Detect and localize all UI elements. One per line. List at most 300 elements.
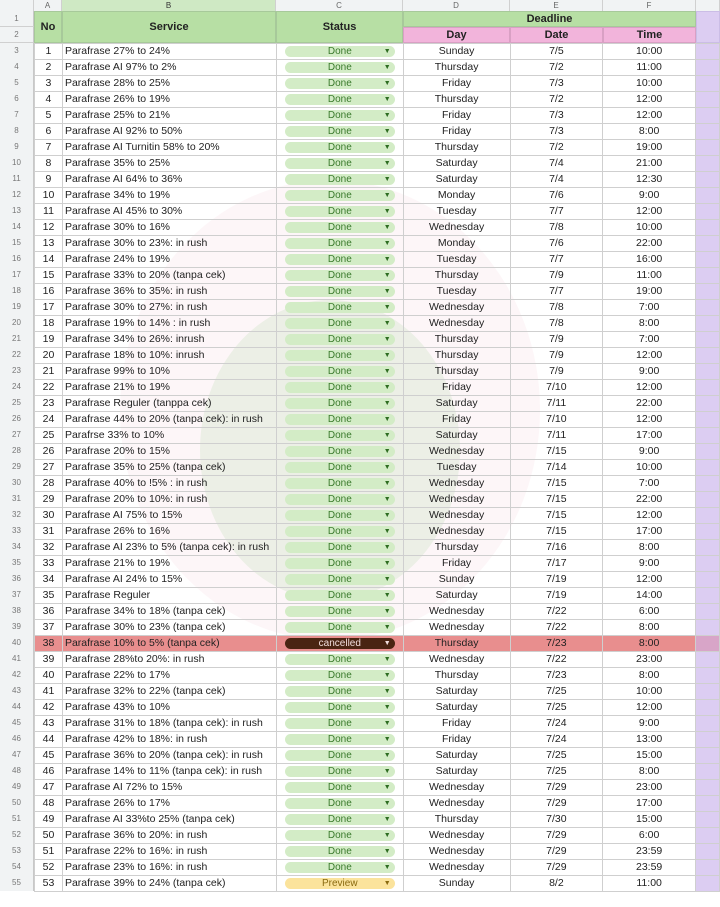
cell-extra[interactable] [696, 396, 720, 412]
cell-service[interactable]: Parafrase 20% to 10%: in rush [62, 492, 276, 508]
row-number-2[interactable]: 2 [0, 27, 34, 43]
cell-date[interactable]: 7/2 [510, 60, 603, 76]
column-header-c[interactable]: C [276, 0, 403, 11]
table-row[interactable] [35, 876, 720, 892]
table-row[interactable] [35, 748, 720, 764]
column-header-g[interactable] [696, 0, 720, 11]
cell-no[interactable]: 10 [35, 188, 63, 204]
header-extra[interactable] [696, 11, 720, 43]
cell-status[interactable] [276, 236, 403, 252]
status-dropdown[interactable] [285, 334, 395, 345]
dropdown-arrow-icon[interactable]: ▼ [383, 672, 391, 679]
cell-extra[interactable] [696, 716, 720, 732]
row-number[interactable]: 51 [0, 811, 34, 827]
cell-date[interactable]: 7/15 [510, 444, 603, 460]
table-row[interactable] [35, 204, 720, 220]
cell-time[interactable]: 11:00 [603, 268, 696, 284]
cell-status[interactable] [276, 316, 403, 332]
status-dropdown[interactable] [285, 526, 395, 537]
cell-service[interactable]: Parafrase AI 24% to 15% [62, 572, 276, 588]
cell-date[interactable]: 7/23 [510, 636, 603, 652]
cell-day[interactable]: Wednesday [403, 780, 510, 796]
table-row[interactable] [35, 236, 720, 252]
dropdown-arrow-icon[interactable]: ▼ [383, 832, 391, 839]
status-dropdown[interactable] [285, 238, 395, 249]
dropdown-arrow-icon[interactable]: ▼ [383, 416, 391, 423]
cell-time[interactable]: 22:00 [603, 396, 696, 412]
table-row[interactable] [35, 332, 720, 348]
cell-no[interactable]: 35 [35, 588, 63, 604]
header-deadline[interactable]: Deadline [403, 11, 696, 27]
dropdown-arrow-icon[interactable]: ▼ [383, 704, 391, 711]
status-dropdown[interactable] [285, 270, 395, 281]
cell-date[interactable]: 7/17 [510, 556, 603, 572]
cell-extra[interactable] [696, 300, 720, 316]
cell-service[interactable]: Parafrase AI Turnitin 58% to 20% [62, 140, 276, 156]
cell-no[interactable]: 16 [35, 284, 63, 300]
table-row[interactable] [35, 428, 720, 444]
row-number[interactable]: 23 [0, 363, 34, 379]
cell-date[interactable]: 7/7 [510, 204, 603, 220]
cell-status[interactable] [276, 860, 403, 876]
cell-service[interactable]: Parafrase 30% to 23%: in rush [62, 236, 276, 252]
dropdown-arrow-icon[interactable]: ▼ [383, 624, 391, 631]
status-dropdown[interactable] [285, 398, 395, 409]
cell-service[interactable]: Parafrase Reguler (tanppa cek) [62, 396, 276, 412]
cell-date[interactable]: 7/19 [510, 572, 603, 588]
cell-status[interactable] [276, 508, 403, 524]
cell-service[interactable]: Parafrase 10% to 5% (tanpa cek) [62, 636, 276, 652]
cell-extra[interactable] [696, 236, 720, 252]
table-row[interactable] [35, 348, 720, 364]
cell-status[interactable] [276, 620, 403, 636]
cell-status[interactable] [276, 188, 403, 204]
cell-day[interactable]: Wednesday [403, 508, 510, 524]
table-row[interactable] [35, 252, 720, 268]
cell-no[interactable]: 9 [35, 172, 63, 188]
cell-status[interactable] [276, 636, 403, 652]
cell-day[interactable]: Friday [403, 732, 510, 748]
cell-status[interactable] [276, 460, 403, 476]
cell-service[interactable]: Parafrase 44% to 20% (tanpa cek): in rush [62, 412, 276, 428]
status-dropdown[interactable] [285, 750, 395, 761]
cell-time[interactable]: 12:00 [603, 380, 696, 396]
status-dropdown[interactable] [285, 254, 395, 265]
table-row[interactable] [35, 188, 720, 204]
cell-date[interactable]: 7/23 [510, 668, 603, 684]
cell-time[interactable]: 23:00 [603, 652, 696, 668]
cell-status[interactable] [276, 332, 403, 348]
cell-day[interactable]: Saturday [403, 396, 510, 412]
cell-time[interactable]: 10:00 [603, 76, 696, 92]
cell-time[interactable]: 10:00 [603, 220, 696, 236]
cell-extra[interactable] [696, 428, 720, 444]
cell-service[interactable]: Parafrase 23% to 16%: in rush [62, 860, 276, 876]
cell-day[interactable]: Thursday [403, 668, 510, 684]
cell-no[interactable]: 41 [35, 684, 63, 700]
row-number[interactable]: 3 [0, 43, 34, 59]
cell-service[interactable]: Parafrase AI 23% to 5% (tanpa cek): in rush [62, 540, 276, 556]
cell-extra[interactable] [696, 172, 720, 188]
dropdown-arrow-icon[interactable]: ▼ [383, 272, 391, 279]
cell-time[interactable]: 10:00 [603, 44, 696, 60]
dropdown-arrow-icon[interactable]: ▼ [383, 464, 391, 471]
cell-extra[interactable] [696, 604, 720, 620]
cell-time[interactable]: 12:00 [603, 92, 696, 108]
cell-day[interactable]: Wednesday [403, 524, 510, 540]
row-number[interactable]: 20 [0, 315, 34, 331]
row-number[interactable]: 14 [0, 219, 34, 235]
dropdown-arrow-icon[interactable]: ▼ [383, 208, 391, 215]
cell-status[interactable] [276, 668, 403, 684]
table-row[interactable] [35, 172, 720, 188]
cell-service[interactable]: Parafrase 18% to 10%: inrush [62, 348, 276, 364]
cell-service[interactable]: Parafrase 31% to 18% (tanpa cek): in rush [62, 716, 276, 732]
cell-day[interactable]: Friday [403, 412, 510, 428]
cell-status[interactable] [276, 156, 403, 172]
table-row[interactable] [35, 44, 720, 60]
cell-day[interactable]: Wednesday [403, 492, 510, 508]
cell-status[interactable] [276, 764, 403, 780]
cell-time[interactable]: 10:00 [603, 684, 696, 700]
cell-no[interactable]: 11 [35, 204, 63, 220]
cell-no[interactable]: 25 [35, 428, 63, 444]
cell-date[interactable]: 7/24 [510, 732, 603, 748]
table-row[interactable] [35, 828, 720, 844]
cell-status[interactable] [276, 364, 403, 380]
cell-service[interactable]: Parafrase AI 72% to 15% [62, 780, 276, 796]
cell-day[interactable]: Friday [403, 716, 510, 732]
dropdown-arrow-icon[interactable]: ▼ [383, 560, 391, 567]
cell-service[interactable]: Parafrase 21% to 19% [62, 380, 276, 396]
table-row[interactable] [35, 540, 720, 556]
cell-service[interactable]: Parafrase 20% to 15% [62, 444, 276, 460]
cell-day[interactable]: Friday [403, 556, 510, 572]
row-number[interactable]: 24 [0, 379, 34, 395]
cell-date[interactable]: 7/9 [510, 364, 603, 380]
cell-no[interactable]: 43 [35, 716, 63, 732]
cell-no[interactable]: 24 [35, 412, 63, 428]
cell-extra[interactable] [696, 140, 720, 156]
cell-time[interactable]: 8:00 [603, 316, 696, 332]
cell-date[interactable]: 7/19 [510, 588, 603, 604]
cell-status[interactable] [276, 140, 403, 156]
cell-time[interactable]: 16:00 [603, 252, 696, 268]
cell-service[interactable]: Parafrase 36% to 35%: in rush [62, 284, 276, 300]
cell-service[interactable]: Parafrase 22% to 16%: in rush [62, 844, 276, 860]
cell-time[interactable]: 6:00 [603, 604, 696, 620]
cell-no[interactable]: 32 [35, 540, 63, 556]
cell-extra[interactable] [696, 556, 720, 572]
header-day[interactable]: Day [403, 27, 510, 43]
cell-no[interactable]: 3 [35, 76, 63, 92]
cell-day[interactable]: Monday [403, 236, 510, 252]
table-row[interactable] [35, 684, 720, 700]
cell-day[interactable]: Friday [403, 108, 510, 124]
cell-extra[interactable] [696, 380, 720, 396]
cell-extra[interactable] [696, 220, 720, 236]
cell-status[interactable] [276, 748, 403, 764]
cell-no[interactable]: 2 [35, 60, 63, 76]
table-row[interactable] [35, 140, 720, 156]
dropdown-arrow-icon[interactable]: ▼ [383, 640, 391, 647]
cell-time[interactable]: 9:00 [603, 188, 696, 204]
row-number[interactable]: 44 [0, 699, 34, 715]
table-row[interactable] [35, 844, 720, 860]
cell-service[interactable]: Parafrase AI 64% to 36% [62, 172, 276, 188]
row-number[interactable]: 50 [0, 795, 34, 811]
dropdown-arrow-icon[interactable]: ▼ [383, 768, 391, 775]
status-dropdown[interactable] [285, 62, 395, 73]
cell-extra[interactable] [696, 92, 720, 108]
cell-date[interactable]: 7/7 [510, 284, 603, 300]
cell-service[interactable]: Parafrase 34% to 18% (tanpa cek) [62, 604, 276, 620]
cell-status[interactable] [276, 556, 403, 572]
table-row[interactable] [35, 124, 720, 140]
cell-time[interactable]: 8:00 [603, 764, 696, 780]
cell-status[interactable] [276, 812, 403, 828]
cell-time[interactable]: 8:00 [603, 636, 696, 652]
row-number[interactable]: 38 [0, 603, 34, 619]
dropdown-arrow-icon[interactable]: ▼ [383, 656, 391, 663]
row-number[interactable]: 12 [0, 187, 34, 203]
cell-time[interactable]: 17:00 [603, 524, 696, 540]
row-number[interactable]: 30 [0, 475, 34, 491]
status-dropdown[interactable] [285, 174, 395, 185]
dropdown-arrow-icon[interactable]: ▼ [383, 240, 391, 247]
cell-time[interactable]: 17:00 [603, 428, 696, 444]
cell-no[interactable]: 6 [35, 124, 63, 140]
row-number[interactable]: 21 [0, 331, 34, 347]
dropdown-arrow-icon[interactable]: ▼ [383, 480, 391, 487]
cell-status[interactable] [276, 796, 403, 812]
cell-extra[interactable] [696, 444, 720, 460]
cell-service[interactable]: Parafrase 99% to 10% [62, 364, 276, 380]
cell-time[interactable]: 12:00 [603, 700, 696, 716]
status-dropdown[interactable] [285, 142, 395, 153]
row-number[interactable]: 10 [0, 155, 34, 171]
cell-date[interactable]: 7/25 [510, 764, 603, 780]
cell-day[interactable]: Thursday [403, 92, 510, 108]
cell-no[interactable]: 34 [35, 572, 63, 588]
cell-service[interactable]: Parafrase AI 33%to 25% (tanpa cek) [62, 812, 276, 828]
cell-date[interactable]: 7/3 [510, 76, 603, 92]
row-number[interactable]: 31 [0, 491, 34, 507]
cell-status[interactable] [276, 108, 403, 124]
cell-time[interactable]: 10:00 [603, 460, 696, 476]
dropdown-arrow-icon[interactable]: ▼ [383, 528, 391, 535]
cell-no[interactable]: 5 [35, 108, 63, 124]
cell-date[interactable]: 7/29 [510, 828, 603, 844]
cell-no[interactable]: 47 [35, 780, 63, 796]
cell-service[interactable]: Parafrase AI 97% to 2% [62, 60, 276, 76]
status-dropdown[interactable] [285, 718, 395, 729]
cell-extra[interactable] [696, 588, 720, 604]
header-service[interactable]: Service [62, 11, 276, 43]
table-row[interactable] [35, 396, 720, 412]
row-number[interactable]: 32 [0, 507, 34, 523]
cell-service[interactable]: Parafrase 40% to !5% : in rush [62, 476, 276, 492]
cell-status[interactable] [276, 572, 403, 588]
row-number[interactable]: 27 [0, 427, 34, 443]
cell-extra[interactable] [696, 316, 720, 332]
row-number[interactable]: 8 [0, 123, 34, 139]
row-number[interactable]: 4 [0, 59, 34, 75]
cell-time[interactable]: 12:00 [603, 412, 696, 428]
cell-time[interactable]: 14:00 [603, 588, 696, 604]
status-dropdown[interactable] [285, 878, 395, 889]
cell-day[interactable]: Tuesday [403, 284, 510, 300]
cell-date[interactable]: 7/2 [510, 92, 603, 108]
cell-status[interactable] [276, 444, 403, 460]
cell-date[interactable]: 7/8 [510, 300, 603, 316]
dropdown-arrow-icon[interactable]: ▼ [383, 720, 391, 727]
cell-service[interactable]: Parafrase 30% to 23% (tanpa cek) [62, 620, 276, 636]
table-row[interactable] [35, 460, 720, 476]
cell-status[interactable] [276, 380, 403, 396]
cell-day[interactable]: Saturday [403, 684, 510, 700]
cell-status[interactable] [276, 604, 403, 620]
row-number[interactable]: 40 [0, 635, 34, 651]
cell-service[interactable]: Parafrase 30% to 27%: in rush [62, 300, 276, 316]
dropdown-arrow-icon[interactable]: ▼ [383, 688, 391, 695]
row-number[interactable]: 36 [0, 571, 34, 587]
status-dropdown[interactable] [285, 830, 395, 841]
status-dropdown[interactable] [285, 126, 395, 137]
cell-day[interactable]: Saturday [403, 748, 510, 764]
cell-day[interactable]: Sunday [403, 44, 510, 60]
cell-date[interactable]: 7/15 [510, 492, 603, 508]
cell-no[interactable]: 37 [35, 620, 63, 636]
cell-date[interactable]: 7/6 [510, 236, 603, 252]
cell-no[interactable]: 38 [35, 636, 63, 652]
cell-date[interactable]: 7/10 [510, 380, 603, 396]
cell-time[interactable]: 9:00 [603, 364, 696, 380]
table-row[interactable] [35, 268, 720, 284]
cell-date[interactable]: 7/24 [510, 716, 603, 732]
cell-status[interactable] [276, 268, 403, 284]
cell-status[interactable] [276, 44, 403, 60]
dropdown-arrow-icon[interactable]: ▼ [383, 128, 391, 135]
cell-no[interactable]: 18 [35, 316, 63, 332]
status-dropdown[interactable] [285, 766, 395, 777]
table-row[interactable] [35, 364, 720, 380]
cell-day[interactable]: Thursday [403, 636, 510, 652]
cell-no[interactable]: 33 [35, 556, 63, 572]
row-number[interactable]: 6 [0, 91, 34, 107]
cell-no[interactable]: 51 [35, 844, 63, 860]
cell-day[interactable]: Saturday [403, 764, 510, 780]
cell-date[interactable]: 7/6 [510, 188, 603, 204]
table-row[interactable] [35, 476, 720, 492]
cell-date[interactable]: 7/15 [510, 476, 603, 492]
cell-no[interactable]: 29 [35, 492, 63, 508]
header-status[interactable]: Status [276, 11, 403, 43]
cell-time[interactable]: 22:00 [603, 236, 696, 252]
status-dropdown[interactable] [285, 382, 395, 393]
dropdown-arrow-icon[interactable]: ▼ [383, 160, 391, 167]
cell-day[interactable]: Thursday [403, 540, 510, 556]
table-row[interactable] [35, 812, 720, 828]
cell-extra[interactable] [696, 572, 720, 588]
cell-time[interactable]: 22:00 [603, 492, 696, 508]
cell-extra[interactable] [696, 796, 720, 812]
cell-service[interactable]: Parafrase 19% to 14% : in rush [62, 316, 276, 332]
cell-status[interactable] [276, 204, 403, 220]
cell-extra[interactable] [696, 620, 720, 636]
cell-no[interactable]: 42 [35, 700, 63, 716]
row-number[interactable]: 49 [0, 779, 34, 795]
cell-status[interactable] [276, 92, 403, 108]
cell-service[interactable]: Parafrase 32% to 22% (tanpa cek) [62, 684, 276, 700]
cell-day[interactable]: Saturday [403, 156, 510, 172]
cell-status[interactable] [276, 124, 403, 140]
cell-no[interactable]: 45 [35, 748, 63, 764]
cell-service[interactable]: Parafrse 33% to 10% [62, 428, 276, 444]
cell-extra[interactable] [696, 44, 720, 60]
table-row[interactable] [35, 316, 720, 332]
table-row[interactable] [35, 492, 720, 508]
table-row[interactable] [35, 220, 720, 236]
dropdown-arrow-icon[interactable]: ▼ [383, 352, 391, 359]
cell-day[interactable]: Thursday [403, 268, 510, 284]
cell-day[interactable]: Tuesday [403, 460, 510, 476]
cell-day[interactable]: Wednesday [403, 604, 510, 620]
cell-no[interactable]: 52 [35, 860, 63, 876]
cell-day[interactable]: Thursday [403, 60, 510, 76]
cell-time[interactable]: 12:30 [603, 172, 696, 188]
status-dropdown[interactable] [285, 862, 395, 873]
cell-time[interactable]: 9:00 [603, 716, 696, 732]
cell-date[interactable]: 7/25 [510, 700, 603, 716]
cell-extra[interactable] [696, 652, 720, 668]
cell-no[interactable]: 44 [35, 732, 63, 748]
cell-day[interactable]: Wednesday [403, 444, 510, 460]
dropdown-arrow-icon[interactable]: ▼ [383, 64, 391, 71]
row-number[interactable]: 26 [0, 411, 34, 427]
dropdown-arrow-icon[interactable]: ▼ [383, 48, 391, 55]
dropdown-arrow-icon[interactable]: ▼ [383, 368, 391, 375]
status-dropdown[interactable] [285, 462, 395, 473]
status-dropdown[interactable] [285, 622, 395, 633]
status-dropdown[interactable] [285, 798, 395, 809]
cell-no[interactable]: 20 [35, 348, 63, 364]
cell-date[interactable]: 7/29 [510, 860, 603, 876]
cell-status[interactable] [276, 652, 403, 668]
cell-service[interactable]: Parafrase AI 75% to 15% [62, 508, 276, 524]
cell-extra[interactable] [696, 860, 720, 876]
header-time[interactable]: Time [603, 27, 696, 43]
cell-status[interactable] [276, 876, 403, 892]
cell-time[interactable]: 23:59 [603, 844, 696, 860]
status-dropdown[interactable] [285, 590, 395, 601]
cell-date[interactable]: 7/11 [510, 396, 603, 412]
cell-no[interactable]: 22 [35, 380, 63, 396]
cell-status[interactable] [276, 172, 403, 188]
table-row[interactable] [35, 524, 720, 540]
cell-status[interactable] [276, 844, 403, 860]
cell-date[interactable]: 7/14 [510, 460, 603, 476]
cell-date[interactable]: 7/4 [510, 156, 603, 172]
dropdown-arrow-icon[interactable]: ▼ [383, 320, 391, 327]
cell-extra[interactable] [696, 540, 720, 556]
cell-time[interactable]: 13:00 [603, 732, 696, 748]
status-dropdown[interactable] [285, 46, 395, 57]
cell-no[interactable]: 31 [35, 524, 63, 540]
cell-service[interactable]: Parafrase Reguler [62, 588, 276, 604]
cell-time[interactable]: 15:00 [603, 812, 696, 828]
table-row[interactable] [35, 636, 720, 652]
